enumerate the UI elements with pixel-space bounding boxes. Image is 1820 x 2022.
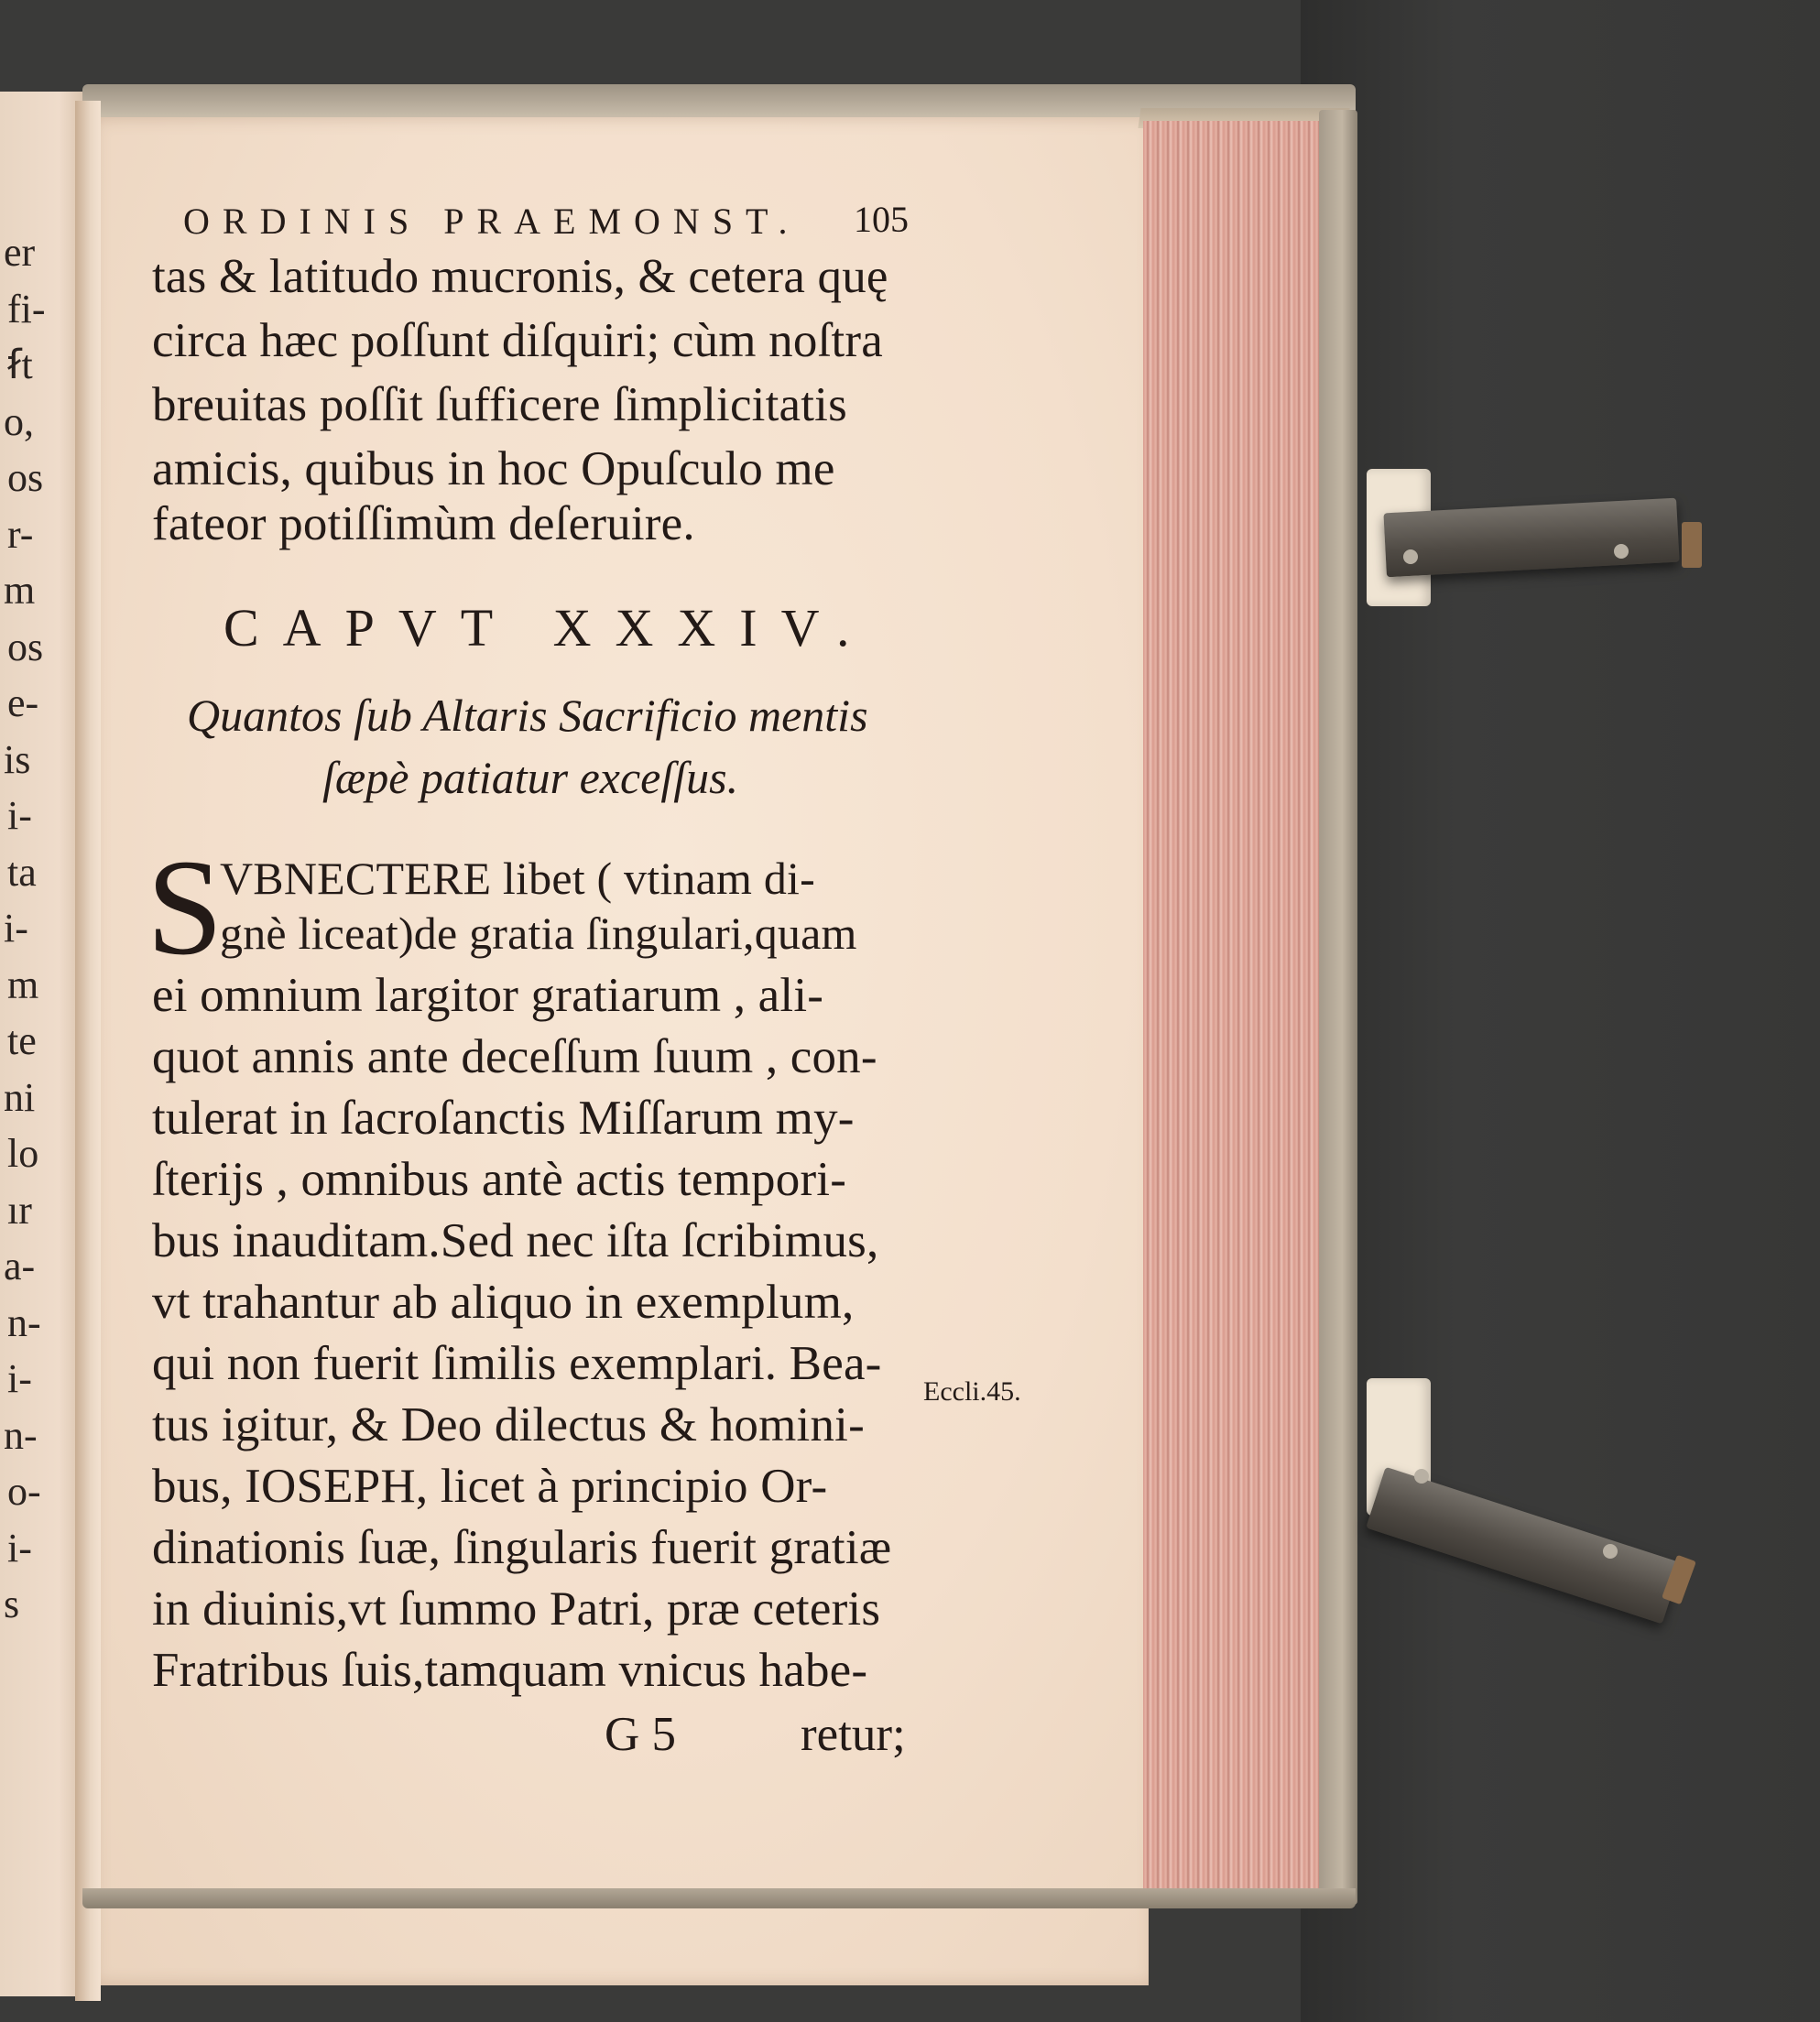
text-line: tulerat in ſacroſanctis Miſſarum my- xyxy=(152,1092,855,1145)
left-page-text-fragment: ta xyxy=(7,849,37,895)
left-page-text-fragment: is xyxy=(4,736,31,782)
text-line: quot annis ante deceſſum ſuum , con- xyxy=(152,1030,877,1083)
cover-bottom-edge xyxy=(82,1888,1356,1908)
signature-mark: G 5 xyxy=(605,1708,677,1761)
left-page-edge xyxy=(0,92,84,1996)
left-page-text-fragment: ni xyxy=(4,1074,36,1120)
text-line: fateor potiſſimùm deſeruire. xyxy=(152,497,695,550)
left-page-text-fragment: o- xyxy=(7,1469,41,1514)
left-page-text-fragment: ẜt xyxy=(7,342,33,387)
text-line: Fratribus ſuis,tamquam vnicus habe- xyxy=(152,1644,868,1697)
left-page-text-fragment: i- xyxy=(7,1356,32,1401)
page-number: 105 xyxy=(854,199,909,240)
cover-back-edge xyxy=(1319,110,1357,1905)
chapter-subtitle: Quantos ſub Altaris Sacrificio mentis xyxy=(187,690,868,741)
left-page-text-fragment: m xyxy=(7,962,39,1007)
chapter-subtitle: ſæpè patiatur exceſſus. xyxy=(322,752,739,803)
left-page-text-fragment: i- xyxy=(4,906,28,951)
text-line: amicis, quibus in hoc Opuſculo me xyxy=(152,442,835,495)
text-line: vt trahantur ab aliquo in exemplum, xyxy=(152,1276,855,1329)
text-line: tus igitur, & Deo dilectus & homini- xyxy=(152,1398,865,1451)
running-title: ORDINIS PRAEMONST. xyxy=(183,201,801,242)
text-line: tas & latitudo mucronis, & cetera quę xyxy=(152,250,888,303)
text-line: qui non fuerit ſimilis exemplari. Bea- xyxy=(152,1337,882,1390)
left-page-text-fragment: ır xyxy=(7,1187,32,1233)
left-page-text-fragment: os xyxy=(7,455,44,500)
left-page-text-fragment: n- xyxy=(7,1299,41,1345)
left-page-text-fragment: a- xyxy=(4,1244,36,1288)
left-page-text-fragment: s xyxy=(4,1582,20,1626)
table-background xyxy=(1301,0,1820,2022)
text-line: breuitas poſſit ſufficere ſimplicitatis xyxy=(152,378,847,431)
text-line: circa hæc poſſunt diſquiri; cùm noſtra xyxy=(152,314,883,367)
text-line: VBNECTERE libet ( vtinam di- xyxy=(220,853,815,904)
lower-clasp-rivet xyxy=(1603,1544,1618,1559)
left-page-text-fragment: o, xyxy=(4,398,34,444)
text-line: ſterijs , omnibus antè actis tempori- xyxy=(152,1153,847,1206)
left-page-text-fragment: os xyxy=(7,624,44,669)
left-page-text-fragment: r- xyxy=(7,511,34,557)
book-gutter xyxy=(75,101,101,2001)
text-line: gnè liceat)de gratia ſingulari,quam xyxy=(220,908,857,959)
text-line: bus inauditam.Sed nec iſta ſcribimus, xyxy=(152,1214,879,1267)
left-page-text-fragment: n- xyxy=(4,1412,38,1458)
marginal-note: Eccli.45. xyxy=(923,1376,1021,1407)
catchword: retur; xyxy=(801,1708,906,1761)
red-fore-edge xyxy=(1143,121,1346,1888)
left-page-text-fragment: te xyxy=(7,1018,37,1063)
chapter-heading: CAPVT XXXIV. xyxy=(223,598,874,658)
text-line: bus, IOSEPH, licet à principio Or- xyxy=(152,1460,828,1513)
text-line: in diuinis,vt ſummo Patri, præ ceteris xyxy=(152,1582,881,1636)
text-line: ei omnium largitor gratiarum , ali- xyxy=(152,969,824,1022)
upper-clasp-hook xyxy=(1682,522,1702,568)
upper-clasp-rivet xyxy=(1403,549,1418,564)
left-page-text-fragment: e- xyxy=(7,680,39,725)
left-page-text-fragment: fi- xyxy=(7,286,46,332)
lower-clasp-rivet xyxy=(1414,1469,1429,1484)
upper-clasp-rivet xyxy=(1614,544,1629,559)
left-page-text-fragment: i- xyxy=(7,1525,32,1571)
left-page-text-fragment: lo xyxy=(7,1131,39,1176)
text-line: dinationis ſuæ, ſingularis fuerit gratiæ xyxy=(152,1521,892,1574)
left-page-text-fragment: er xyxy=(4,230,36,275)
left-page-text-fragment: i- xyxy=(7,793,32,838)
drop-cap: S xyxy=(147,832,223,984)
left-page-text-fragment: m xyxy=(4,568,36,613)
